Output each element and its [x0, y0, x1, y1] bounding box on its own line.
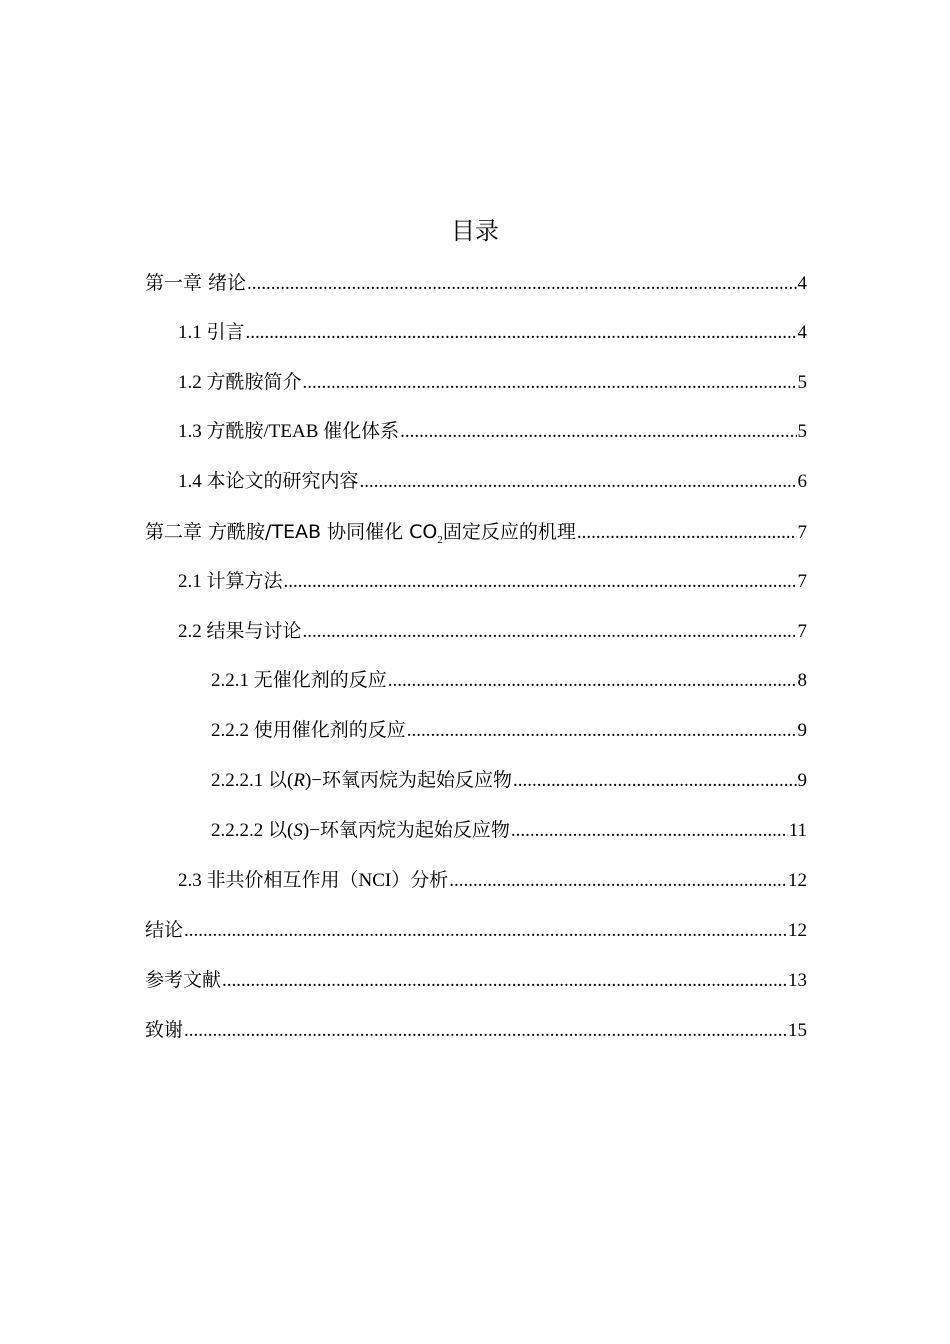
- toc-title: 目录: [451, 219, 499, 245]
- toc-page-number: 5: [797, 421, 807, 443]
- toc-page-number: 7: [797, 570, 807, 592]
- toc-entry[interactable]: [145, 564, 807, 614]
- toc-entry[interactable]: [145, 863, 807, 913]
- dot-leader: [407, 713, 797, 749]
- toc-entry[interactable]: [145, 663, 807, 713]
- toc-page-number: 9: [797, 720, 807, 742]
- toc-entry[interactable]: [145, 1012, 807, 1062]
- italic-letter: R: [293, 769, 305, 791]
- toc-page-number: 7: [797, 521, 807, 543]
- toc-entry-label: [211, 763, 512, 799]
- toc-page-number: 12: [788, 920, 807, 942]
- toc-entry-label-part: 第二章 方酰胺/TEAB 协同催化 CO: [145, 520, 438, 543]
- toc-entry[interactable]: [145, 912, 807, 962]
- dot-leader: [388, 663, 797, 699]
- toc-page-number: 12: [788, 869, 807, 891]
- toc-entry[interactable]: [145, 713, 807, 763]
- dot-leader: [222, 963, 787, 999]
- toc-page-number: 4: [797, 321, 807, 343]
- toc-entry-label: 1.2 方酰胺简介: [178, 371, 302, 393]
- toc-entry-label: 2.2 结果与讨论: [178, 620, 302, 642]
- toc-entry-label-part: )−环氧丙烷为起始反应物: [302, 819, 510, 841]
- toc-entry-label: 参考文献: [145, 969, 222, 992]
- toc-entry[interactable]: [145, 763, 807, 813]
- toc-entry[interactable]: [145, 962, 807, 1012]
- toc-page-number: 4: [797, 273, 807, 294]
- toc-entry[interactable]: [145, 365, 807, 415]
- dot-leader: [449, 863, 787, 899]
- toc-page-number: 13: [788, 970, 807, 992]
- toc-entry[interactable]: [145, 614, 807, 664]
- toc-entry[interactable]: [145, 464, 807, 514]
- toc-entry-label: 1.3 方酰胺/TEAB 催化体系: [178, 421, 400, 443]
- dot-leader: [303, 614, 797, 650]
- toc-entry-label-part: )−环氧丙烷为起始反应物: [304, 769, 512, 791]
- dot-leader: [247, 266, 796, 302]
- dot-leader: [400, 414, 796, 450]
- toc-entry[interactable]: [145, 813, 807, 863]
- toc-entry-label: [145, 514, 576, 550]
- toc-page-number: 5: [797, 371, 807, 393]
- toc-entry[interactable]: [145, 265, 807, 315]
- dot-leader: [184, 913, 787, 949]
- toc-entry-label: 2.1 计算方法: [178, 570, 283, 592]
- subscript-2: 2: [437, 533, 443, 546]
- dot-leader: [184, 1013, 787, 1049]
- toc-entry-label-part: 2.2.2.2 以(: [211, 819, 294, 841]
- toc-page-number: 7: [797, 620, 807, 642]
- toc-entry-label: 1.1 引言: [178, 321, 245, 343]
- dot-leader: [513, 763, 797, 799]
- toc-entry-label: 1.4 本论文的研究内容: [178, 471, 359, 493]
- toc-page-number: 8: [797, 670, 807, 692]
- toc-entry-label-part: 2.2.2.1 以(: [211, 769, 294, 791]
- toc-entry-label: 2.2.1 无催化剂的反应: [211, 670, 387, 692]
- toc-page-number: 6: [797, 471, 807, 493]
- dot-leader: [246, 315, 797, 351]
- toc-entry[interactable]: [145, 414, 807, 464]
- toc-entry[interactable]: [145, 315, 807, 365]
- dot-leader: [360, 464, 797, 500]
- toc-entry-label: 结论: [145, 919, 184, 942]
- table-of-contents: [145, 265, 807, 1062]
- dot-leader: [511, 813, 788, 849]
- dot-leader: [577, 515, 797, 551]
- toc-entry-label: 2.3 非共价相互作用（NCI）分析: [178, 869, 449, 891]
- toc-entry-label: 2.2.2 使用催化剂的反应: [211, 720, 406, 742]
- toc-entry[interactable]: [145, 514, 807, 564]
- dot-leader: [284, 564, 797, 600]
- toc-entry-label: 第一章 绪论: [145, 272, 247, 294]
- dot-leader: [303, 365, 797, 401]
- toc-page-number: 9: [797, 769, 807, 791]
- toc-entry-label: 致谢: [145, 1018, 184, 1041]
- toc-entry-label-part: 固定反应的机理: [442, 520, 576, 543]
- toc-entry-label: [211, 813, 510, 849]
- toc-page-number: 15: [788, 1019, 807, 1041]
- italic-letter: S: [293, 819, 303, 841]
- toc-page-number: 11: [788, 819, 807, 841]
